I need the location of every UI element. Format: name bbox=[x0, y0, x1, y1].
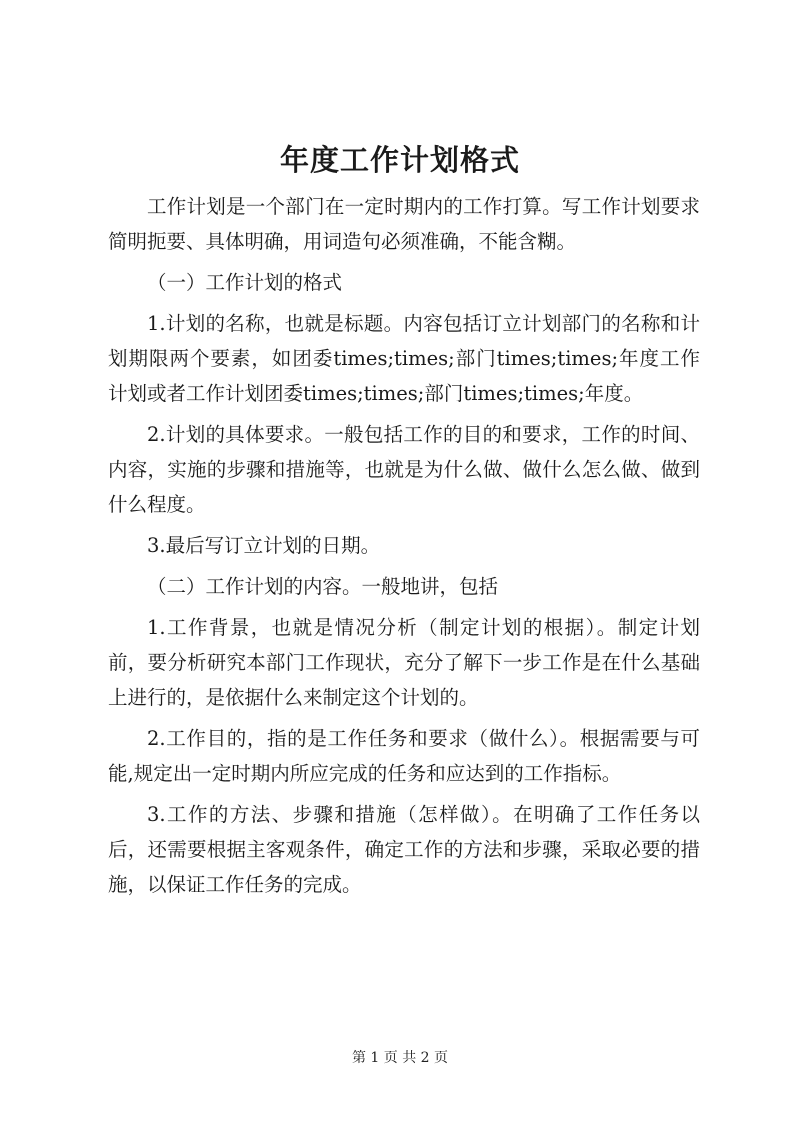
section-heading-format: （一）工作计划的格式 bbox=[147, 271, 343, 294]
section-heading-content: （二）工作计划的内容。一般地讲，包括 bbox=[147, 575, 499, 598]
paragraph-work-purpose: 2.工作目的，指的是工作任务和要求（做什么）。根据需要与可能,规定出一定时期内所应完成的任务和应达到的工作指标。 bbox=[108, 727, 700, 785]
page-footer: 第 1 页 共 2 页 bbox=[351, 1050, 449, 1066]
paragraph-plan-requirements: 2.计划的具体要求。一般包括工作的目的和要求，工作的时间、内容，实施的步骤和措施等，也就是为什么做、做什么怎么做、做到什么程度。 bbox=[108, 423, 700, 516]
paragraph-work-methods: 3.工作的方法、步骤和措施（怎样做）。在明确了工作任务以后，还需要根据主客观条件，确定工作的方法和步骤，采取必要的措施，以保证工作任务的完成。 bbox=[108, 803, 700, 896]
document-title: 年度工作计划格式 bbox=[279, 143, 520, 177]
paragraph-work-background: 1.工作背景，也就是情况分析（制定计划的根据）。制定计划前，要分析研究本部门工作现状，充分了解下一步工作是在什么基础上进行的，是依据什么来制定这个计划的。 bbox=[108, 616, 700, 709]
document-body bbox=[108, 189, 700, 902]
paragraph-plan-date: 3.最后写订立计划的日期。 bbox=[147, 534, 381, 557]
paragraph-plan-name: 1.计划的名称，也就是标题。内容包括订立计划部门的名称和计划期限两个要素，如团委times;times;部门times;times;年度工作计划或者工作计划团委times;times;部门times;times;年度。 bbox=[108, 312, 700, 405]
paragraph-intro: 工作计划是一个部门在一定时期内的工作打算。写工作计划要求简明扼要、具体明确，用词造句必须准确，不能含糊。 bbox=[108, 195, 700, 253]
